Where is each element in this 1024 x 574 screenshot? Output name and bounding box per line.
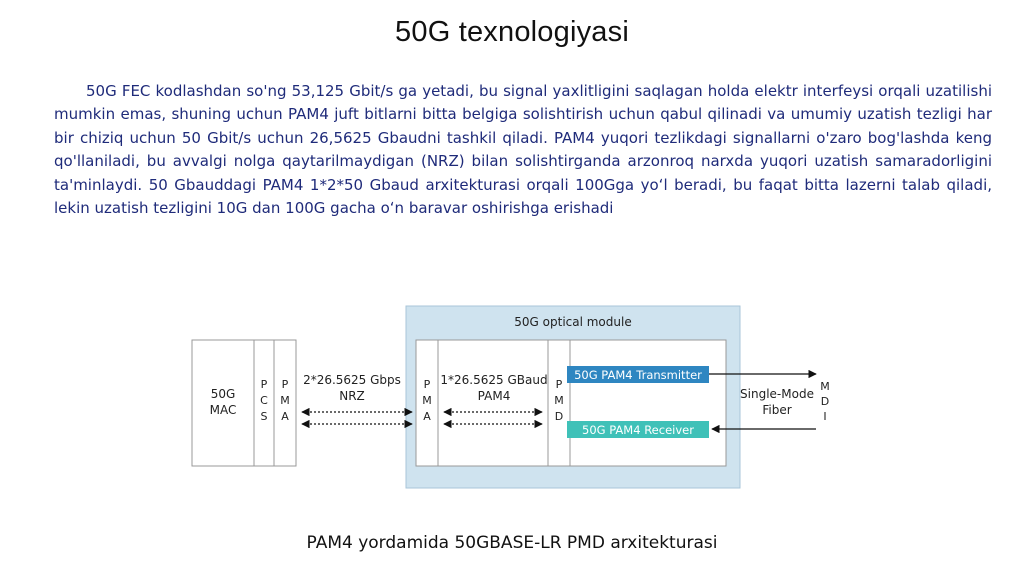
pmd-letter-1: P xyxy=(555,378,563,391)
mdi-letter-3: I xyxy=(823,410,827,423)
pcs-letter-3: S xyxy=(260,410,268,423)
mac-label-line1: 50G xyxy=(210,387,236,401)
pmd-letter-3: D xyxy=(554,410,564,423)
fiber-label-line2: Fiber xyxy=(762,403,792,417)
mac-label-line2: MAC xyxy=(209,403,237,417)
pmd-letter-2: M xyxy=(554,394,564,407)
pcs-letter-2: C xyxy=(260,394,268,407)
link1-label-line2: NRZ xyxy=(339,389,365,403)
fiber-label-line1: Single-Mode xyxy=(740,387,814,401)
link2-label-line2: PAM4 xyxy=(477,389,511,403)
mdi-letter-2: D xyxy=(820,395,830,408)
module-pma-letter-2: M xyxy=(422,394,432,407)
module-inner-box xyxy=(416,340,726,466)
link2-label-line1: 1*26.5625 GBaud xyxy=(440,373,548,387)
module-pma-letter-3: A xyxy=(423,410,431,423)
receiver-label: 50G PAM4 Receiver xyxy=(582,423,694,437)
page-title: 50G texnologiyasi xyxy=(395,16,629,48)
link1-label-line1: 2*26.5625 Gbps xyxy=(303,373,401,387)
pma-letter-2: M xyxy=(280,394,290,407)
pma-letter-3: A xyxy=(281,410,289,423)
pcs-letter-1: P xyxy=(260,378,268,391)
mdi-letter-1: M xyxy=(820,380,830,393)
optical-module-label: 50G optical module xyxy=(514,315,632,329)
figure-caption: PAM4 yordamida 50GBASE-LR PMD arxitekturasi xyxy=(306,533,718,553)
module-pma-letter-1: P xyxy=(423,378,431,391)
pma-letter-1: P xyxy=(281,378,289,391)
body-paragraph: 50G FEC kodlashdan so'ng 53,125 Gbit/s ga yetadi, bu signal yaxlitligini saqlagan holda elektr interfeysi orqali uzatilishi mumkin emas, shuning uchun PAM4 juft bitlarni bitta belgiga solishtirish uchun qabul qilinadi va umumiy uzatish tezligi har bir chiziq uchun 50 Gbit/s uchun 26,5625 Gbaudni tashkil qiladi. PAM4 yuqori tezlikdagi signallarni o'zaro bog'lashda keng qo'llaniladi, bu avvalgi nolga qaytarilmaydigan (NRZ) bilan solishtirganda arzonroq narxda yuqori uzatish samaradorligini ta'minlaydi. 50 Gbauddagi PAM4 1*2*50 Gbaud arxitekturasi orqali 100Gga yoʻl beradi, bu faqat bitta lazerni talab qiladi, lekin uzatish tezligini 10G dan 100G gacha oʻn baravar oshirishga erishadi xyxy=(54,82,992,218)
transmitter-label: 50G PAM4 Transmitter xyxy=(574,368,702,382)
